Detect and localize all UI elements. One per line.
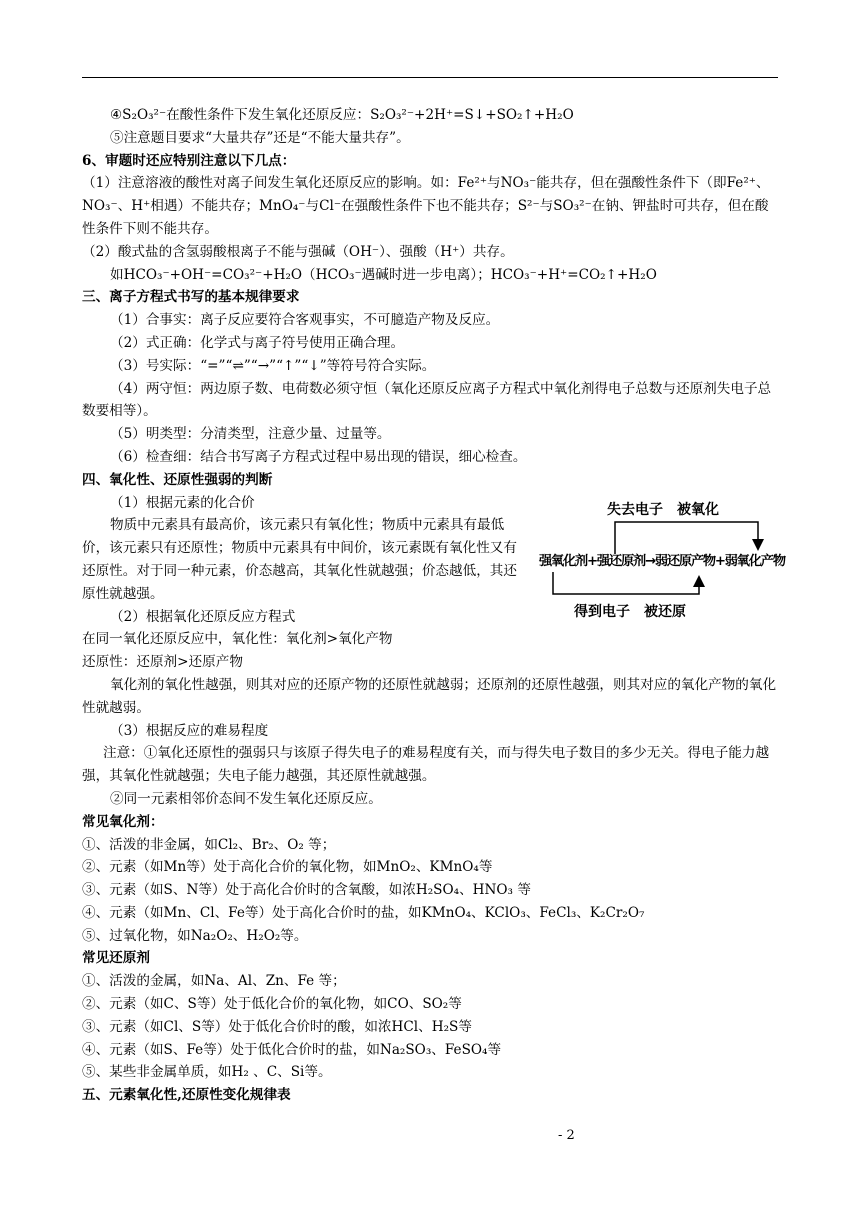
- text-line: ④S₂O₃²⁻在酸性条件下发生氧化还原反应：S₂O₃²⁻+2H⁺=S↓+SO₂↑+H₂O: [110, 107, 574, 123]
- rule-item: （4）两守恒：两边原子数、电荷数必须守恒（氧化还原反应离子方程式中氧化剂得电子总数与还原剂失电子总数要相等）。: [82, 380, 772, 420]
- section-heading: 四、氧化性、还原性强弱的判断: [82, 471, 273, 488]
- rule-item: （1）合事实：离子反应要符合客观事实，不可臆造产物及反应。: [110, 312, 500, 329]
- text-line: ⑤注意题目要求“大量共存”还是“不能大量共存”。: [110, 129, 410, 146]
- list-item: ③、元素（如Cl、S等）处于低化合价时的酸，如浓HCl、H₂S等: [82, 1018, 472, 1035]
- redox-diagram: [535, 494, 790, 624]
- paragraph: 物质中元素具有最高价，该元素只有氧化性；物质中元素具有最低价，该元素只有还原性；物质中元素具有中间价，该元素既有氧化性又有还原性。对于同一种元素，价态越高，其氧化性就越强；价态越低，其还原性就越强。: [82, 517, 517, 602]
- list-item: ①、活泼的非金属，如Cl₂、Br₂、O₂ 等；: [82, 836, 336, 853]
- section-heading: 五、元素氧化性,还原性变化规律表: [82, 1087, 291, 1104]
- paragraph: （1）注意溶液的酸性对离子间发生氧化还原反应的影响。如：Fe²⁺与NO₃⁻能共存，但在强酸性条件下（即Fe²⁺、NO₃⁻、H⁺相遇）不能共存；MnO₄⁻与Cl⁻在强酸性条件下也不能共存；S²⁻与SO₃²⁻在钠、钾盐时可共存，但在酸性条件下则不能共存。: [82, 175, 770, 237]
- text-line: ②同一元素相邻价态间不发生氧化还原反应。: [110, 790, 382, 807]
- paragraph: （2）酸式盐的含氢弱酸根离子不能与强碱（OH⁻）、强酸（H⁺）共存。: [82, 243, 514, 260]
- list-item: ①、活泼的金属，如Na、Al、Zn、Fe 等；: [82, 973, 346, 990]
- list-item: ⑤、某些非金属单质，如H₂ 、C、Si等。: [82, 1064, 332, 1081]
- subheading: （2）根据氧化还原反应方程式: [110, 608, 296, 625]
- subheading: （3）根据反应的难易程度: [110, 722, 269, 739]
- section-heading: 常见氧化剂：: [82, 813, 164, 830]
- subheading: （1）根据元素的化合价: [110, 494, 255, 511]
- diagram-equation: 强氧化剂+强还原剂→弱还原产物+弱氧化产物: [539, 554, 786, 569]
- list-item: ④、元素（如Mn、Cl、Fe等）处于高化合价时的盐，如KMnO₄、KClO₃、FeCl₃、K₂Cr₂O₇: [82, 904, 645, 921]
- header-rule: [82, 77, 778, 78]
- list-item: ③、元素（如S、N等）处于高化合价时的含氧酸，如浓H₂SO₄、HNO₃ 等: [82, 882, 531, 899]
- list-item: ⑤、过氧化物，如Na₂O₂、H₂O₂等。: [82, 927, 308, 944]
- section-heading: 6、审题时还应特别注意以下几点：: [82, 152, 296, 169]
- rule-item: （2）式正确：化学式与离子符号使用正确合理。: [110, 334, 405, 351]
- section-heading: 三、离子方程式书写的基本规律要求: [82, 289, 300, 306]
- text-line: 还原性：还原剂>还原产物: [82, 654, 243, 671]
- paragraph: 氧化剂的氧化性越强，则其对应的还原产物的还原性就越弱；还原剂的还原性越强，则其对应的氧化产物的氧化性就越弱。: [82, 676, 777, 716]
- rule-item: （3）号实际：“=”“⇌”“→”“↑”“↓”等符号符合实际。: [110, 357, 436, 374]
- paragraph: 注意：①氧化还原性的强弱只与该原子得失电子的难易程度有关，而与得失电子数目的多少无关。得电子能力越强，其氧化性就越强；失电子能力越强，其还原性就越强。: [82, 745, 770, 785]
- text-line: 如HCO₃⁻+OH⁻=CO₃²⁻+H₂O（HCO₃⁻遇碱时进一步电离）；HCO₃⁻+H⁺=CO₂↑+H₂O: [110, 266, 657, 283]
- diagram-bottom-label: 得到电子 被还原: [574, 604, 686, 620]
- section-heading: 常见还原剂: [82, 950, 150, 967]
- rule-item: （6）检查细：结合书写离子方程式过程中易出现的错误，细心检查。: [110, 448, 527, 465]
- electron-gain-arrow: [553, 572, 699, 594]
- text-line: 在同一氧化还原反应中，氧化性：氧化剂>氧化产物: [82, 631, 393, 648]
- page-number: - 2: [558, 1128, 575, 1143]
- list-item: ②、元素（如Mn等）处于高化合价的氧化物，如MnO₂、KMnO₄等: [82, 859, 493, 876]
- electron-loss-arrow: [615, 522, 758, 554]
- list-item: ④、元素（如S、Fe等）处于低化合价时的盐，如Na₂SO₃、FeSO₄等: [82, 1041, 502, 1058]
- diagram-top-label: 失去电子 被氧化: [607, 502, 719, 518]
- rule-item: （5）明类型：分清类型，注意少量、过量等。: [110, 426, 391, 443]
- list-item: ②、元素（如C、S等）处于低化合价的氧化物，如CO、SO₂等: [82, 996, 462, 1013]
